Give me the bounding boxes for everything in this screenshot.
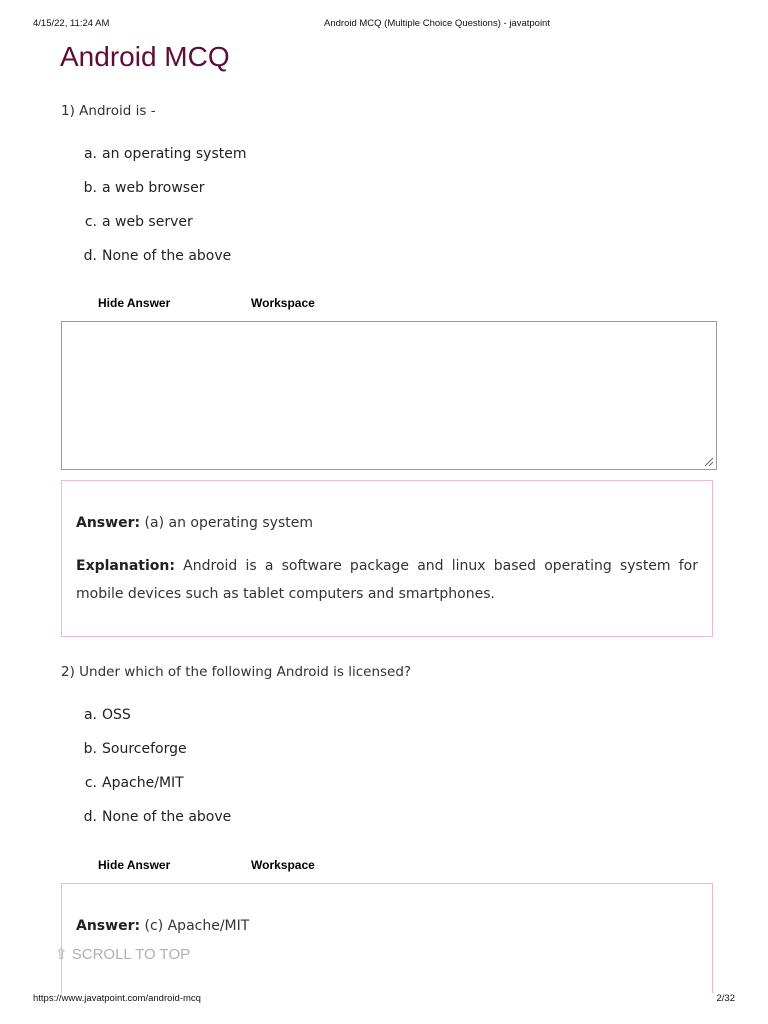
scroll-to-top-button[interactable]: ⇧ SCROLL TO TOP: [55, 946, 191, 963]
print-footer: [0, 993, 768, 1007]
answer-label: Answer:: [76, 515, 141, 531]
option-letter: c.: [84, 214, 97, 230]
option-letter: b.: [83, 741, 97, 757]
question-2-text: 2) Under which of the following Android is licensed?: [61, 664, 412, 680]
page-url: https://www.javatpoint.com/android-mcq: [33, 993, 201, 1004]
print-page-title: Android MCQ (Multiple Choice Questions) - javatpoint: [324, 18, 550, 29]
option-letter: d.: [83, 248, 97, 264]
page-title: Android MCQ: [60, 41, 230, 72]
print-header: [0, 18, 768, 32]
explanation: [76, 552, 698, 608]
list-item: [80, 809, 231, 825]
question-1-text: 1) Android is -: [61, 103, 156, 119]
answer-box: [61, 883, 713, 993]
list-item: [80, 741, 187, 757]
print-date: 4/15/22, 11:24 AM: [33, 18, 110, 29]
explanation-text: Android is a software package and linux based operating system for mobile devices such as tablet computers and smartphones.: [76, 558, 698, 602]
workspace-button[interactable]: Workspace: [251, 296, 315, 310]
list-item: [80, 775, 184, 791]
answer-text: (c) Apache/MIT: [144, 918, 250, 934]
hide-answer-button[interactable]: Hide Answer: [98, 858, 171, 872]
resize-handle-icon[interactable]: [704, 457, 714, 467]
option-letter: d.: [83, 809, 97, 825]
option-text: OSS: [102, 707, 131, 723]
workspace-button[interactable]: Workspace: [251, 858, 315, 872]
answer-line: [76, 515, 313, 531]
page-number: 2/32: [716, 993, 735, 1004]
option-text: Apache/MIT: [102, 775, 184, 791]
option-text: None of the above: [102, 248, 232, 264]
option-letter: a.: [83, 146, 97, 162]
option-text: a web browser: [102, 180, 205, 196]
list-item: [80, 146, 247, 162]
option-letter: a.: [83, 707, 97, 723]
list-item: [80, 214, 193, 230]
explanation-label: Explanation:: [76, 558, 175, 574]
answer-text: (a) an operating system: [144, 515, 313, 531]
option-text: a web server: [102, 214, 193, 230]
option-letter: b.: [83, 180, 97, 196]
hide-answer-button[interactable]: Hide Answer: [98, 296, 171, 310]
answer-label: Answer:: [76, 918, 141, 934]
option-text: Sourceforge: [102, 741, 187, 757]
option-letter: c.: [84, 775, 97, 791]
list-item: [80, 707, 131, 723]
list-item: [80, 180, 204, 196]
list-item: [80, 248, 231, 264]
answer-line: [76, 918, 249, 934]
workspace-textarea[interactable]: [61, 321, 717, 470]
option-text: None of the above: [102, 809, 232, 825]
option-text: an operating system: [102, 146, 247, 162]
